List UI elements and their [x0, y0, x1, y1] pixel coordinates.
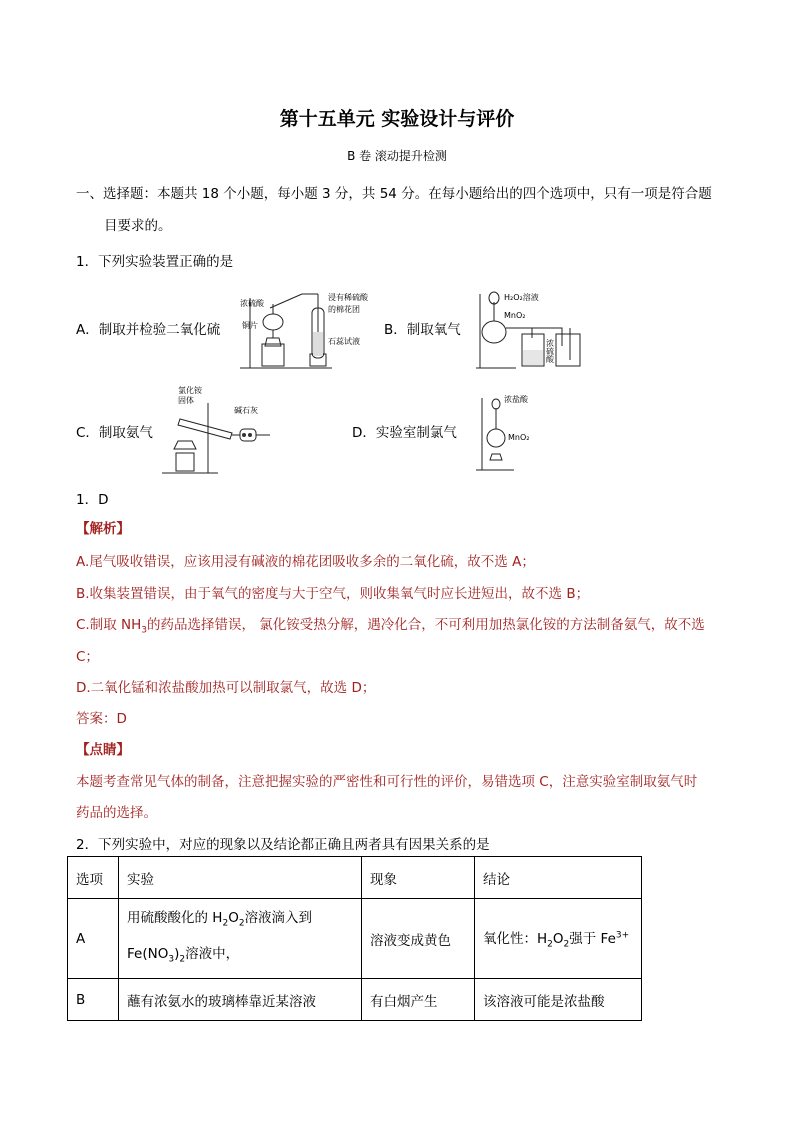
q2-table: [67, 856, 642, 1021]
apparatus-c-figure: [158, 383, 274, 477]
section-intro: 一、选择题：本题共 18 个小题，每小题 3 分，共 54 分。在每小题给出的四个选项中，只有一项是符合题: [76, 186, 712, 202]
analysis-heading: 【解析】: [76, 521, 130, 537]
fig-a-label-2: 铜片: [242, 321, 258, 330]
row-a-option: A: [68, 899, 119, 979]
row-a-exp2-mid: ): [174, 945, 180, 962]
header-conclusion: 结论: [475, 857, 642, 899]
row-b-option: B: [68, 979, 119, 1021]
page-subtitle: B 卷 滚动提升检测: [347, 149, 447, 163]
row-b-conclusion: 该溶液可能是浓盐酸: [475, 979, 642, 1021]
analysis-c-post: 的药品选择错误， 氯化铵受热分解，遇冷化合，不可利用加热氯化铵的方法制备氨气，故不选: [147, 617, 705, 633]
analysis-b: B.收集装置错误，由于氧气的密度与大于空气，则收集氧气时应长进短出，故不选 B；: [76, 586, 590, 602]
apparatus-d-figure: [470, 390, 550, 474]
fig-c-label-1: 氯化铵: [178, 386, 202, 395]
q1-option-b: B．制取氧气: [384, 322, 461, 338]
fig-a-label-4: 的棉花团: [328, 305, 360, 314]
table-row: [68, 899, 642, 979]
page-title: 第十五单元 实验设计与评价: [279, 108, 515, 130]
header-option: 选项: [68, 857, 119, 899]
fig-c-label-2: 固体: [178, 396, 194, 405]
row-a-conc-sup: 3+: [615, 930, 630, 941]
comment-line-2: 药品的选择。: [76, 805, 157, 821]
row-a-exp1-sub2: 2: [238, 918, 245, 929]
row-a-conc-pre: 氧化性：H: [483, 931, 548, 948]
q1-stem: 1．下列实验装置正确的是: [76, 254, 234, 270]
answer-label: 答案：D: [76, 711, 127, 727]
fig-a-label-5: 石蕊试液: [328, 337, 360, 346]
row-b-experiment: 蘸有浓氨水的玻璃棒靠近某溶液: [119, 979, 362, 1021]
row-a-conc-mid2: 强于 Fe: [569, 931, 616, 948]
row-a-exp2-post: 溶液中，: [185, 945, 240, 962]
fig-b-label-1: H₂O₂溶液: [504, 293, 539, 302]
analysis-c-cont: C；: [76, 649, 99, 665]
row-a-conclusion: [475, 899, 642, 979]
apparatus-a-figure: [232, 288, 374, 370]
q2-stem: 2．下列实验中，对应的现象以及结论都正确且两者具有因果关系的是: [76, 837, 490, 853]
row-a-experiment: [119, 899, 362, 979]
q1-option-c: C．制取氨气: [76, 425, 153, 441]
analysis-a: A.尾气吸收错误，应该用浸有碱液的棉花团吸收多余的二氧化硫，故不选 A；: [76, 554, 535, 570]
row-a-exp2-pre: Fe(NO: [127, 945, 169, 962]
q1-option-a: A．制取并检验二氧化硫: [76, 322, 221, 338]
row-a-exp2-sub2: 2: [179, 954, 186, 965]
row-a-conc-sub1: 2: [547, 940, 553, 951]
row-a-phenomenon: 溶液变成黄色: [362, 899, 475, 979]
table-row: [68, 979, 642, 1021]
row-a-conc-sub2: 2: [563, 940, 570, 951]
row-a-conc-mid: O: [552, 931, 564, 948]
q1-answer: 1．D: [76, 492, 109, 508]
comment-heading: 【点睛】: [76, 742, 130, 758]
fig-b-label-3: 浓: [546, 339, 554, 348]
row-a-exp1-mid: O: [228, 910, 239, 926]
fig-c-label-3: 碱石灰: [234, 406, 258, 415]
row-a-exp1-sub1: 2: [222, 918, 229, 929]
table-header-row: [68, 857, 642, 899]
q1-option-d: D．实验室制氯气: [352, 425, 457, 441]
analysis-c-pre: C.制取 NH: [76, 617, 142, 633]
fig-a-label-3: 浸有稀硫酸: [328, 293, 368, 302]
fig-a-label-1: 浓硫酸: [240, 299, 264, 308]
comment-line-1: 本题考查常见气体的制备，注意把握实验的严密性和可行性的评价，易错选项 C，注意实验室制取氨气时: [76, 774, 698, 790]
section-intro-cont: 目要求的。: [104, 218, 172, 234]
row-a-exp2-sub1: 3: [168, 954, 175, 965]
row-b-phenomenon: 有白烟产生: [362, 979, 475, 1021]
fig-d-label-2: MnO₂: [508, 433, 530, 442]
analysis-c-sub: 3: [141, 625, 147, 636]
row-a-exp1-post: 溶液滴入到: [244, 910, 313, 926]
header-experiment: 实验: [119, 857, 362, 899]
fig-b-label-4: 硫: [546, 347, 554, 356]
analysis-d: D.二氧化锰和浓盐酸加热可以制取氯气，故选 D；: [76, 680, 376, 696]
fig-b-label-5: 酸: [546, 355, 554, 364]
analysis-c: [76, 613, 705, 636]
fig-d-label-1: 浓盐酸: [504, 395, 528, 404]
fig-b-label-2: MnO₂: [504, 311, 526, 320]
apparatus-b-figure: [466, 288, 588, 370]
header-phenomenon: 现象: [362, 857, 475, 899]
row-a-exp1-pre: 用硫酸酸化的 H: [127, 910, 223, 926]
